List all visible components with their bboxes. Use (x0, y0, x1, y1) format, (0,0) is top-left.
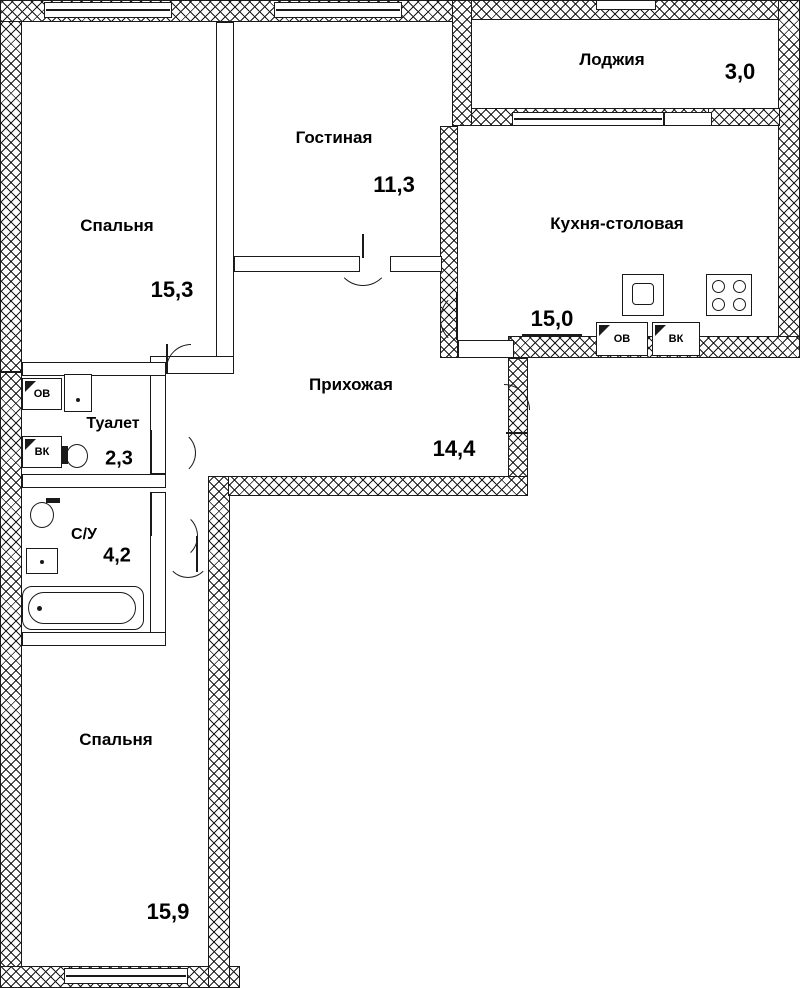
riser-triangle-icon (655, 325, 666, 336)
kitchen-burner-4 (733, 298, 746, 311)
room-label-kitchen-area: 15,0 (530, 306, 574, 331)
wall-living-bottom-right (390, 256, 442, 272)
window-kitchen-loggia-right (664, 112, 712, 126)
toilet-bowl-top-marker (76, 398, 80, 402)
room-label-toilet-name: Туалет (86, 415, 140, 432)
kitchen-burner-2 (733, 280, 746, 293)
wall-exterior-left-upper (0, 0, 22, 372)
wall-loggia-left (452, 0, 472, 126)
riser-triangle-icon (599, 325, 610, 336)
wall-hallway-bottom (228, 476, 528, 496)
toilet-bowl-top (64, 374, 92, 412)
wall-toilet-top (22, 362, 166, 376)
riser-toilet-ov-label: ОВ (33, 388, 51, 400)
door-living-arc (336, 232, 390, 286)
room-label-living-name: Гостиная (295, 128, 373, 147)
kitchen-burner-3 (712, 298, 725, 311)
wc-tank (62, 446, 68, 464)
door-toilet-arc (150, 430, 196, 476)
riser-toilet-ov (22, 378, 62, 410)
wall-exterior-left-lower (0, 372, 22, 984)
wall-loggia-kitchen-right (708, 108, 780, 126)
riser-triangle-icon (25, 439, 36, 450)
room-label-loggia-area: 3,0 (724, 59, 756, 84)
bathroom-sink-drain (40, 560, 44, 564)
wc-bowl (66, 444, 88, 468)
window-bedroom2-glazing (66, 975, 186, 977)
room-label-hallway-name: Прихожая (309, 375, 393, 394)
bathroom-wc-tank (46, 498, 60, 503)
bathroom-wc-bowl (30, 502, 54, 528)
door-entrance-arc (467, 373, 541, 447)
riser-toilet-vk-label: ВК (34, 446, 50, 458)
room-label-living-area: 11,3 (373, 172, 415, 197)
door-bedroom2-arc (166, 534, 210, 578)
room-label-bedroom1-name: Спальня (80, 216, 154, 235)
room-label-bathroom-name: С/У (71, 526, 97, 543)
riser-kitchen-ov (596, 322, 648, 356)
kitchen-counter-line (522, 334, 582, 336)
window-living-glazing (276, 9, 400, 11)
room-label-loggia-name: Лоджия (579, 50, 645, 69)
kitchen-hob (706, 274, 752, 316)
riser-kitchen-vk (652, 322, 700, 356)
room-label-bedroom1-area: 15,3 (150, 277, 194, 302)
wall-exterior-right (778, 0, 800, 358)
room-label-kitchen-name: Кухня-столовая (550, 214, 684, 233)
room-label-bedroom2-name: Спальня (79, 730, 153, 749)
bathtub-inner (28, 592, 136, 624)
riser-toilet-vk (22, 436, 62, 468)
riser-triangle-icon (25, 381, 36, 392)
wall-bedroom1-living (216, 22, 234, 374)
room-label-toilet-area: 2,3 (105, 447, 133, 470)
window-bedroom1-glazing (46, 9, 170, 11)
kitchen-sink-basin (632, 283, 654, 305)
riser-kitchen-ov-label: ОВ (613, 333, 631, 345)
kitchen-burner-1 (712, 280, 725, 293)
window-kitchen-loggia-glazing (514, 118, 662, 120)
room-label-hallway-area: 14,4 (432, 436, 476, 461)
wall-bath-bottom (22, 632, 166, 646)
wall-bedroom2-right (208, 476, 230, 988)
room-label-bathroom-area: 4,2 (103, 544, 131, 567)
window-loggia-top (596, 0, 656, 10)
room-label-bedroom2-area: 15,9 (146, 899, 190, 924)
riser-kitchen-vk-label: ВК (668, 333, 684, 345)
bathtub-drain (37, 606, 42, 611)
wall-toilet-bath (22, 474, 166, 488)
door-kitchen-arc (440, 292, 494, 346)
